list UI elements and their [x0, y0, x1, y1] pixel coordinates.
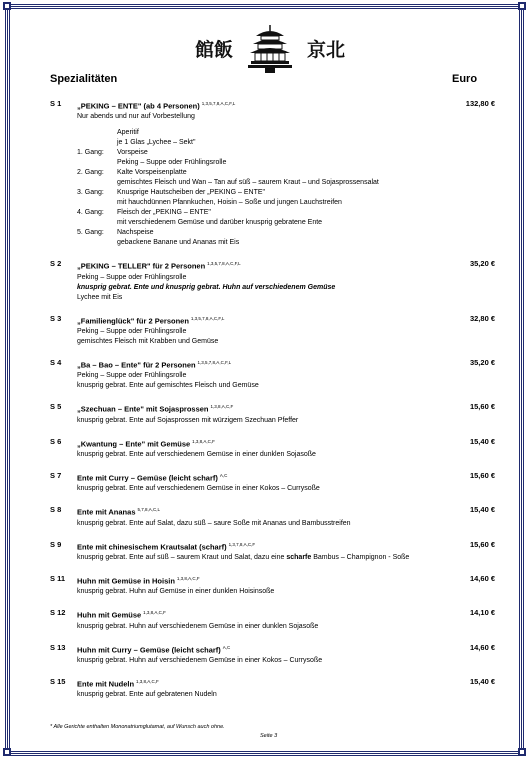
item-code: S 8 [50, 505, 62, 515]
item-name: Ente mit chinesischem Krautsalat (scharf) [77, 541, 227, 551]
course-text: mit verschiedenem Gemüse und darüber knusprig gebratene Ente [117, 219, 323, 227]
item-price: 35,20 € [469, 357, 495, 367]
item-price: 15,40 € [469, 436, 495, 446]
course-label [77, 218, 117, 228]
menu-item [50, 574, 495, 597]
course-label: 4. Gang: [77, 209, 104, 217]
item-name: Huhn mit Gemüse [77, 610, 142, 620]
menu-item [50, 259, 495, 302]
course-label [77, 138, 117, 148]
menu-item [50, 677, 495, 700]
item-description: Peking – Suppe oder Frühlingsrolle [77, 327, 187, 335]
allergen-codes: 1,3,8,A,C,F [143, 610, 166, 616]
menu-item [50, 643, 495, 666]
allergen-codes: 1,3,5,7,8,A,C,F,L [190, 315, 225, 321]
item-price: 15,60 € [469, 539, 495, 549]
item-price: 35,20 € [469, 259, 495, 269]
item-description: knusprig gebrat. Ente auf verschiedenem Gemüse in einer Kokos – Currysoße [77, 485, 320, 493]
description-part: Bambus – Champignon - Soße [311, 553, 410, 561]
course-label: 5. Gang: [77, 229, 104, 237]
course-label: 2. Gang: [77, 169, 104, 177]
corner-ornament [518, 748, 526, 756]
item-description-emphasis: knusprig gebrat. Ente und knusprig gebrat. Huhn auf verschiedenem Gemüse [77, 283, 336, 291]
course-text: mit hauchdünnen Pfannkuchen, Hoisin – Soße und jungen Lauchstreifen [117, 199, 342, 207]
item-name: „Familienglück" für 2 Personen [77, 315, 189, 325]
description-part: knusprig gebrat. Ente auf süß – saurem Kraut und Salat, dazu eine [77, 553, 287, 561]
course-text: Kalte Vorspeisenplatte [117, 169, 187, 177]
item-description: knusprig gebrat. Ente auf gebratenen Nudeln [77, 691, 217, 699]
item-description: knusprig gebrat. Huhn auf verschiedenem Gemüse in einer Kokos – Currysoße [77, 656, 323, 664]
footnote: * Alle Gerichte enthalten Mononatriumglutamat, auf Wunsch auch ohne. [50, 724, 225, 730]
menu-item [50, 402, 495, 425]
item-code: S 15 [50, 676, 66, 686]
course-text: Vorspeise [117, 149, 148, 157]
restaurant-logo [195, 22, 345, 74]
menu-item [50, 540, 495, 563]
allergen-codes: 5,7,8,A,C,L [137, 507, 160, 513]
course-text: je 1 Glas „Lychee – Sekt" [117, 139, 196, 147]
corner-ornament [518, 2, 526, 10]
item-note: Nur abends und nur auf Vorbestellung [77, 113, 195, 121]
temple-icon [248, 23, 292, 73]
course-label [77, 198, 117, 208]
menu-list [50, 99, 495, 711]
item-code: S 5 [50, 402, 62, 412]
item-code: S 7 [50, 470, 62, 480]
item-description: knusprig gebrat. Huhn auf Gemüse in einer dunklen Hoisinsoße [77, 588, 275, 596]
course-text: Knusprige Hautscheiben der „PEKING – ENTE" [117, 189, 265, 197]
menu-item [50, 99, 495, 248]
price-column-title: Euro [452, 73, 478, 85]
course-text: Aperitif [117, 129, 139, 137]
corner-ornament [3, 2, 11, 10]
menu-item [50, 505, 495, 528]
course-label: 3. Gang: [77, 189, 104, 197]
course-label [77, 238, 117, 248]
item-price: 15,60 € [469, 402, 495, 412]
course-text: gemischtes Fleisch und Wan – Tan auf süß – saurem Kraut – und Sojasprossensalat [117, 179, 379, 187]
course-text: gebackene Banane und Ananas mit Eis [117, 239, 240, 247]
page-number: Seite 3 [260, 733, 278, 739]
item-name: „Ba – Bao – Ente" für 2 Personen [77, 360, 196, 370]
menu-item [50, 437, 495, 460]
item-code: S 9 [50, 539, 62, 549]
allergen-codes: A,C [222, 644, 231, 650]
item-description: knusprig gebrat. Huhn auf verschiedenem Gemüse in einer dunklen Sojasoße [77, 622, 319, 630]
description-emphasis: scharfe [286, 553, 312, 561]
item-description: knusprig gebrat. Ente auf verschiedenem Gemüse in einer dunklen Sojasoße [77, 450, 316, 458]
menu-item [50, 314, 495, 347]
menu-item [50, 358, 495, 391]
allergen-codes: 1,3,7,8,A,C,F [228, 541, 256, 547]
item-name: Ente mit Nudeln [77, 679, 135, 689]
menu-item [50, 608, 495, 631]
item-code: S 6 [50, 436, 62, 446]
item-description: Lychee mit Eis [77, 293, 123, 301]
allergen-codes: A,C [219, 472, 228, 478]
item-name: Huhn mit Gemüse in Hoisin [77, 576, 175, 586]
item-name: Huhn mit Curry – Gemüse (leicht scharf) [77, 644, 221, 654]
item-price: 15,60 € [469, 470, 495, 480]
item-code: S 12 [50, 608, 66, 618]
item-code: S 11 [50, 573, 66, 583]
item-code: S 1 [50, 99, 62, 108]
item-description [77, 553, 495, 563]
menu-item [50, 471, 495, 494]
item-price: 14,60 € [469, 642, 495, 652]
course-text: Nachspeise [117, 229, 154, 237]
item-price: 15,40 € [469, 505, 495, 515]
allergen-codes: 1,3,5,7,8,A,C,F,L [207, 261, 241, 267]
item-code: S 4 [50, 357, 62, 367]
logo-chars-left: 館飯 [195, 38, 234, 61]
course-text: Fleisch der „PEKING – ENTE" [117, 209, 211, 217]
course-label [77, 178, 117, 188]
item-description: Peking – Suppe oder Frühlingsrolle [77, 273, 187, 281]
item-description: Peking – Suppe oder Frühlingsrolle [77, 372, 187, 380]
allergen-codes: 1,3,8,A,C,F [192, 438, 215, 444]
item-name: „PEKING – TELLER" für 2 Personen [77, 261, 206, 271]
item-code: S 2 [50, 259, 62, 269]
item-price: 132,80 € [465, 99, 495, 108]
item-price: 14,60 € [469, 573, 495, 583]
item-description: knusprig gebrat. Ente auf Sojasprossen mit würzigem Szechuan Pfeffer [77, 416, 299, 424]
item-description: knusprig gebrat. Ente auf Salat, dazu süß – saure Soße mit Ananas und Bambusstreifen [77, 519, 351, 527]
item-code: S 13 [50, 642, 66, 652]
course-label [77, 158, 117, 168]
item-description: knusprig gebrat. Ente auf gemischtes Fleisch und Gemüse [77, 382, 259, 390]
course-label [77, 128, 117, 138]
item-name: „Szechuan – Ente" mit Sojasprossen [77, 404, 209, 414]
allergen-codes: 1,3,8,A,C,F [136, 678, 159, 684]
section-title: Spezialitäten [50, 73, 118, 85]
item-name: Ente mit Curry – Gemüse (leicht scharf) [77, 473, 218, 483]
item-name: „PEKING – ENTE" (ab 4 Personen) [77, 101, 200, 111]
allergen-codes: 1,3,8,A,C,F [210, 404, 234, 410]
corner-ornament [3, 748, 11, 756]
item-name: Ente mit Ananas [77, 507, 136, 517]
item-code: S 3 [50, 313, 62, 323]
allergen-codes: 1,3,5,7,8,A,C,F,L [201, 101, 236, 106]
course-label: 1. Gang: [77, 149, 104, 157]
allergen-codes: 1,3,8,A,C,F [176, 575, 200, 581]
item-price: 15,40 € [469, 676, 495, 686]
item-description: gemischtes Fleisch mit Krabben und Gemüse [77, 337, 219, 345]
item-price: 32,80 € [469, 313, 495, 323]
allergen-codes: 1,3,5,7,8,A,C,F,L [197, 359, 232, 365]
logo-chars-right: 京北 [306, 38, 345, 61]
item-price: 14,10 € [469, 608, 495, 618]
course-text: Peking – Suppe oder Frühlingsrolle [117, 159, 227, 167]
item-name: „Kwantung – Ente" mit Gemüse [77, 438, 191, 448]
